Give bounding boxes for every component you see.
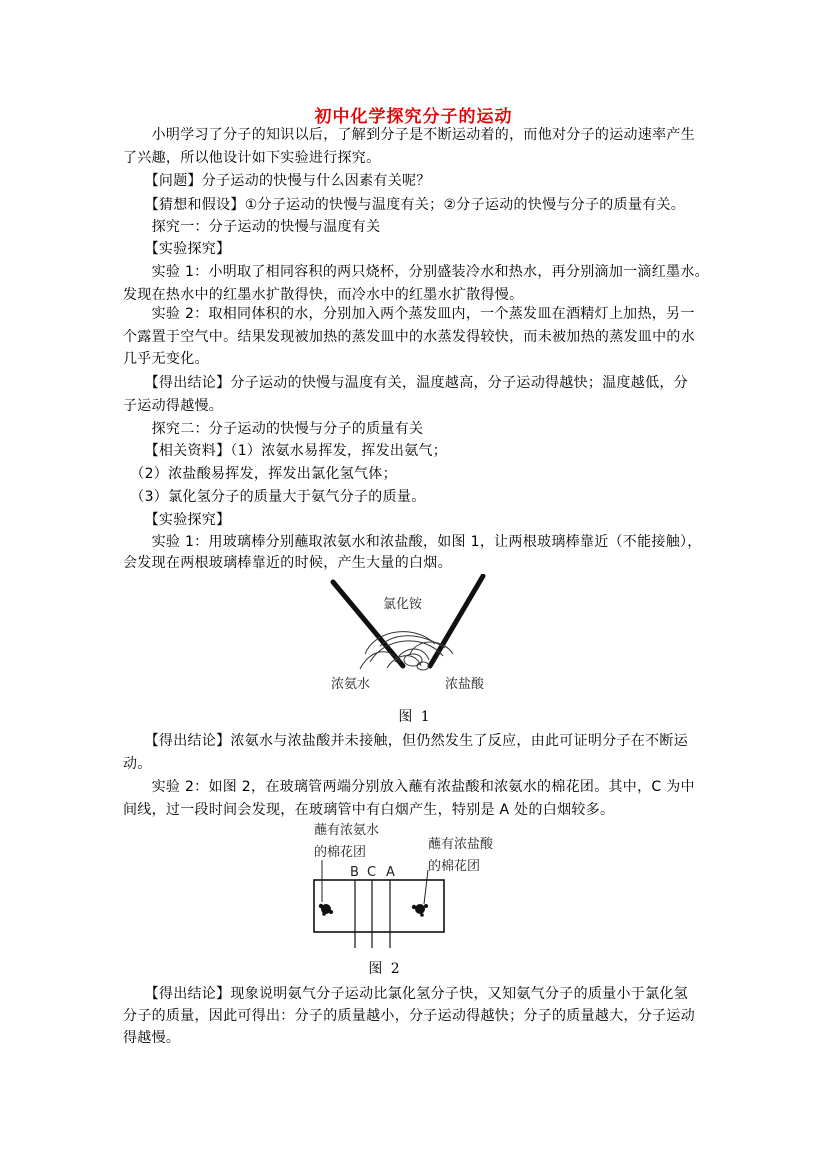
text-line: 几乎无变化。 [123, 351, 209, 367]
mark-a: A [386, 865, 395, 880]
text-line: 实验 1：小明取了相同容积的两只烧杯，分别盛装冷水和热水，再分别滴加一滴红墨水。 [123, 264, 709, 280]
right-cotton-ball [412, 904, 428, 917]
figure1-left-label: 浓氨水 [331, 677, 371, 692]
text-line: 实验 2：如图 2，在玻璃管两端分别放入蘸有浓盐酸和浓氨水的棉花团。其中，C 为中 [123, 779, 695, 795]
text-line: 【实验探究】 [123, 512, 231, 528]
text-line: 实验 2：取相同体积的水，分别加入两个蒸发皿内，一个蒸发皿在酒精灯上加热，另一 [123, 306, 695, 322]
figure2-right-label-line2: 的棉花团 [428, 859, 481, 874]
text-line: 动。 [123, 756, 152, 772]
text-line: 【实验探究】 [123, 241, 231, 257]
text-line: 子运动得越慢。 [123, 398, 224, 414]
text-line: 了兴趣，所以他设计如下实验进行探究。 [123, 150, 381, 166]
document-title: 初中化学探究分子的运动 [314, 107, 513, 127]
text-line: 得越慢。 [123, 1030, 181, 1046]
text-line: 实验 1：用玻璃棒分别蘸取浓氨水和浓盐酸，如图 1，让两根玻璃棒靠近（不能接触）， [123, 534, 702, 550]
text-line: 个露置于空气中。结果发现被加热的蒸发皿中的水蒸发得较快，而未被加热的蒸发皿中的水 [123, 329, 695, 345]
figure1-ammonium-chloride-diagram [325, 574, 515, 699]
text-line: 探究一：分子运动的快慢与温度有关 [123, 219, 381, 235]
text-line: 探究二：分子运动的快慢与分子的质量有关 [123, 421, 424, 437]
left-glass-rod [333, 582, 403, 666]
figure2-glass-tube-diagram [300, 820, 540, 955]
right-glass-rod [430, 576, 483, 666]
figure2-left-label-line1: 蘸有浓氨水 [314, 823, 380, 838]
figure2-right-label-line1: 蘸有浓盐酸 [428, 837, 494, 852]
figure2-caption: 图 2 [368, 961, 402, 977]
text-line: 【得出结论】浓氨水与浓盐酸并未接触，但仍然发生了反应，由此可证明分子在不断运 [123, 733, 688, 749]
right-leader-line [424, 870, 428, 904]
text-line: 间线，过一段时间会发现，在玻璃管中有白烟产生，特别是 A 处的白烟较多。 [123, 802, 615, 818]
text-line: 【问题】分子运动的快慢与什么因素有关呢？ [123, 173, 431, 189]
text-line: 【相关资料】（1）浓氨水易挥发，挥发出氨气； [123, 443, 448, 459]
text-line: （2）浓盐酸易挥发，挥发出氯化氢气体； [123, 466, 397, 482]
mark-c: C [367, 865, 377, 880]
text-line: 小明学习了分子的知识以后，了解到分子是不断运动着的，而他对分子的运动速率产生 [123, 127, 695, 143]
text-line: 分子的质量，因此可得出：分子的质量越小，分子运动得越快；分子的质量越大，分子运动 [123, 1008, 695, 1024]
left-cotton-ball [319, 904, 333, 916]
figure1-caption: 图 1 [398, 709, 432, 725]
figure1-right-label: 浓盐酸 [445, 677, 485, 692]
text-line: 会发现在两根玻璃棒靠近的时候，产生大量的白烟。 [123, 555, 452, 571]
text-line: 发现在热水中的红墨水扩散得快，而冷水中的红墨水扩散得慢。 [123, 287, 524, 303]
text-line: 【猜想和假设】①分子运动的快慢与温度有关；②分子运动的快慢与分子的质量有关。 [123, 197, 686, 213]
figure1-top-label: 氯化铵 [383, 597, 423, 612]
text-line: 【得出结论】分子运动的快慢与温度有关，温度越高，分子运动得越快；温度越低，分 [123, 375, 688, 391]
mark-b: B [350, 865, 359, 880]
text-line: （3）氯化氢分子的质量大于氨气分子的质量。 [123, 489, 426, 505]
text-line: 【得出结论】现象说明氨气分子运动比氯化氢分子快，又知氨气分子的质量小于氯化氢 [123, 986, 688, 1002]
figure2-left-label-line2: 的棉花团 [314, 845, 367, 860]
